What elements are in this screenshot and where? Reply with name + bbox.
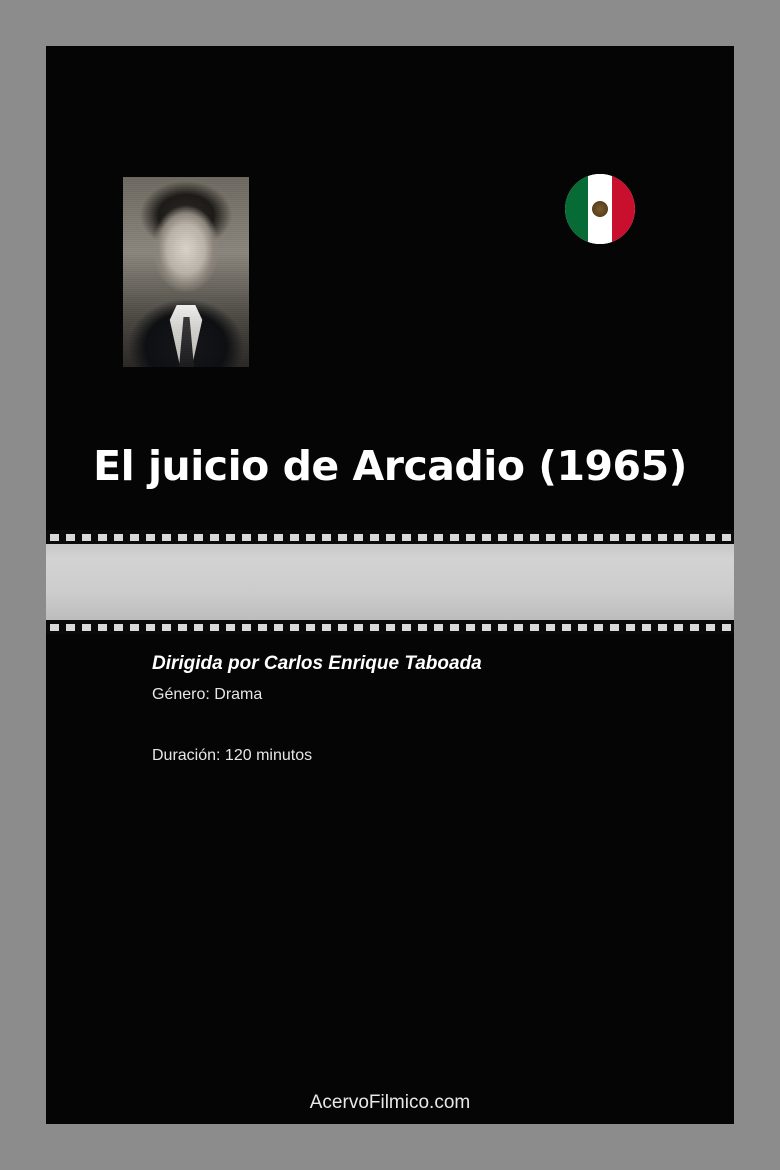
film-perforation	[466, 534, 475, 541]
film-perforation	[610, 624, 619, 631]
film-perforation	[194, 534, 203, 541]
film-perforation	[690, 624, 699, 631]
film-perforation	[290, 534, 299, 541]
site-watermark: AcervoFilmico.com	[309, 1092, 471, 1113]
film-perforation	[66, 624, 75, 631]
film-perforation	[546, 624, 555, 631]
flag-stripe-red	[612, 174, 635, 244]
film-perforation	[450, 624, 459, 631]
film-perforation	[82, 534, 91, 541]
film-perforation	[594, 624, 603, 631]
film-perforation	[178, 624, 187, 631]
portrait-grain-overlay	[123, 177, 249, 367]
movie-poster	[46, 46, 734, 1124]
film-perforation	[514, 534, 523, 541]
film-perforation	[562, 624, 571, 631]
film-perforation	[418, 534, 427, 541]
film-perforation	[706, 534, 715, 541]
film-perforation	[578, 534, 587, 541]
film-perforation	[722, 534, 731, 541]
genre-line: Género: Drama	[152, 686, 263, 703]
film-perforation	[66, 534, 75, 541]
film-perforation	[306, 624, 315, 631]
film-perforation	[610, 534, 619, 541]
film-perforation	[114, 534, 123, 541]
film-perforation	[258, 624, 267, 631]
film-perforation	[690, 534, 699, 541]
film-perforation	[722, 624, 731, 631]
film-perforation	[274, 624, 283, 631]
film-perforation-row-bottom	[46, 620, 734, 634]
film-perforation	[578, 624, 587, 631]
film-perforation	[258, 534, 267, 541]
film-perforation	[402, 624, 411, 631]
film-perforation	[98, 624, 107, 631]
film-perforation	[642, 534, 651, 541]
film-perforation	[130, 534, 139, 541]
film-perforation	[530, 534, 539, 541]
film-perforation-row-top	[46, 530, 734, 544]
poster-top-panel	[46, 46, 734, 530]
film-perforation	[210, 534, 219, 541]
mexico-flag-icon	[565, 174, 635, 244]
film-perforation	[386, 624, 395, 631]
film-perforation	[226, 624, 235, 631]
film-perforation	[674, 624, 683, 631]
film-perforation	[642, 624, 651, 631]
film-perforation	[514, 624, 523, 631]
film-perforation	[418, 624, 427, 631]
director-portrait-image	[123, 177, 249, 367]
film-perforation	[98, 534, 107, 541]
film-perforation	[130, 624, 139, 631]
film-perforation	[146, 534, 155, 541]
film-perforation	[162, 534, 171, 541]
film-perforation	[354, 624, 363, 631]
film-perforation	[402, 534, 411, 541]
film-perforation	[482, 534, 491, 541]
film-perforation	[482, 624, 491, 631]
film-perforation	[210, 624, 219, 631]
poster-info-panel	[46, 634, 734, 1124]
film-perforation	[194, 624, 203, 631]
film-perforation	[322, 624, 331, 631]
film-perforation	[626, 534, 635, 541]
page-title: El juicio de Arcadio (1965)	[93, 442, 687, 490]
film-perforation	[338, 534, 347, 541]
duration-line: Duración: 120 minutos	[152, 747, 313, 764]
film-perforation	[178, 534, 187, 541]
film-perforation	[290, 624, 299, 631]
film-perforation	[658, 534, 667, 541]
film-perforation	[146, 624, 155, 631]
film-perforation	[530, 624, 539, 631]
film-perforation	[466, 624, 475, 631]
film-perforation	[50, 534, 59, 541]
film-perforation	[338, 624, 347, 631]
flag-stripe-green	[565, 174, 588, 244]
film-perforation	[354, 534, 363, 541]
film-perforation	[434, 534, 443, 541]
film-perforation	[226, 534, 235, 541]
film-perforation	[498, 624, 507, 631]
film-perforation	[370, 624, 379, 631]
film-perforation	[242, 624, 251, 631]
film-perforation	[450, 534, 459, 541]
film-perforation	[162, 624, 171, 631]
film-perforation	[626, 624, 635, 631]
film-perforation	[82, 624, 91, 631]
film-strip-divider	[46, 530, 734, 634]
film-perforation	[674, 534, 683, 541]
director-credit: Dirigida por Carlos Enrique Taboada	[152, 653, 482, 674]
film-perforation	[322, 534, 331, 541]
film-perforation	[434, 624, 443, 631]
film-perforation	[386, 534, 395, 541]
film-perforation	[546, 534, 555, 541]
film-perforation	[370, 534, 379, 541]
flag-emblem	[592, 201, 608, 217]
film-perforation	[594, 534, 603, 541]
film-perforation	[706, 624, 715, 631]
film-perforation	[274, 534, 283, 541]
film-perforation	[114, 624, 123, 631]
film-perforation	[242, 534, 251, 541]
film-perforation	[306, 534, 315, 541]
film-perforation	[562, 534, 571, 541]
film-perforation	[658, 624, 667, 631]
film-perforation	[498, 534, 507, 541]
film-perforation	[50, 624, 59, 631]
